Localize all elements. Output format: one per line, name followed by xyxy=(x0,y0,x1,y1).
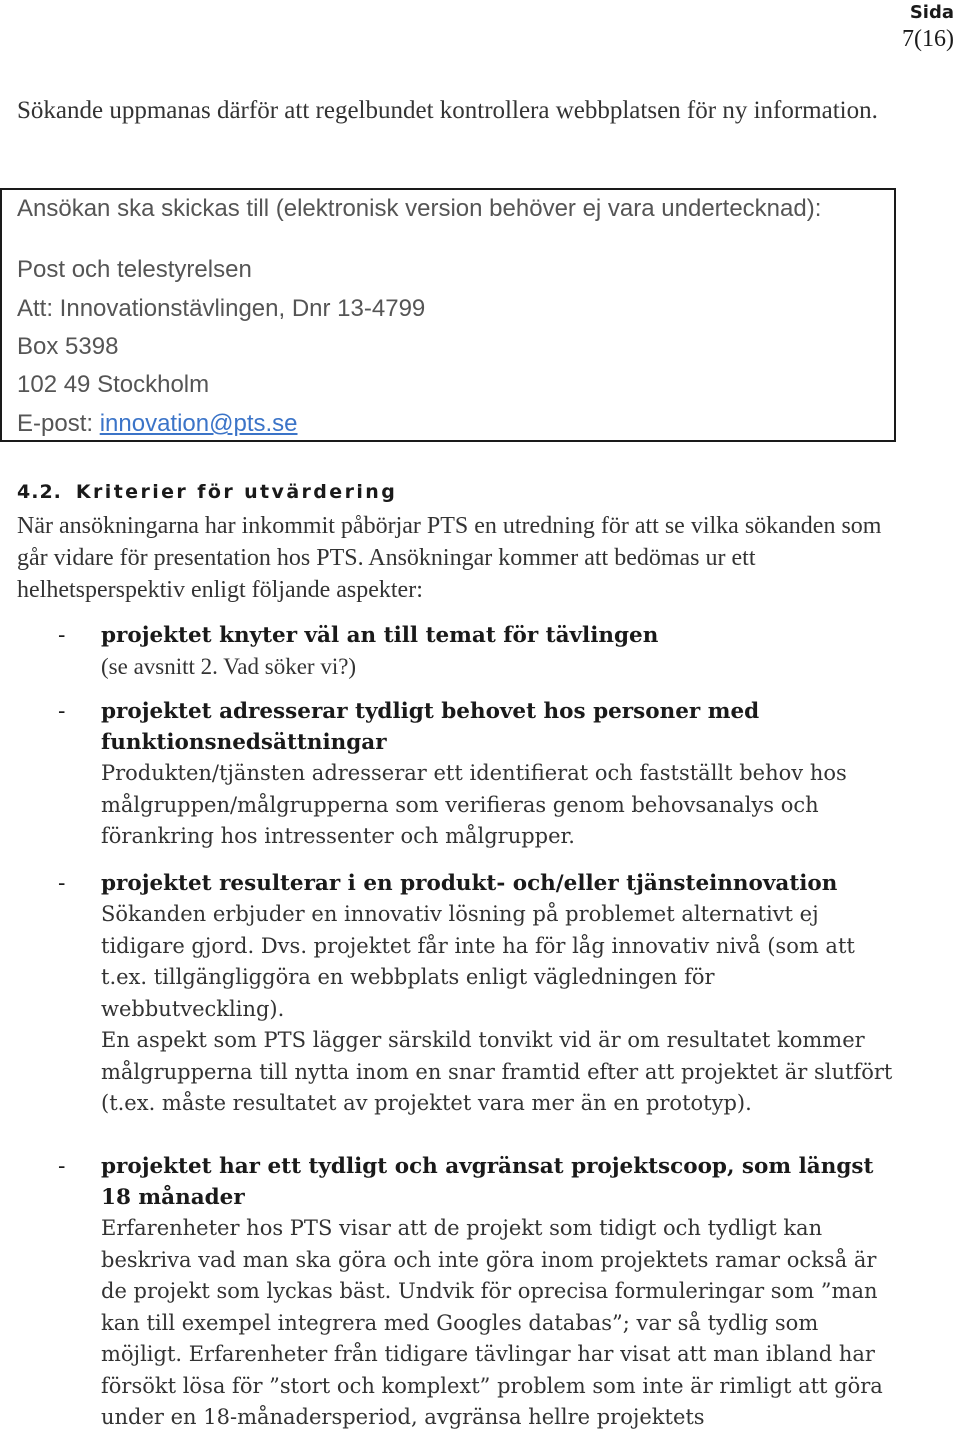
address-line-org: Post och telestyrelsen xyxy=(17,256,252,283)
section-heading xyxy=(17,478,397,506)
criterion-title: projektet knyter väl an till temat för tävlingen xyxy=(101,623,659,648)
criterion-body xyxy=(101,696,901,853)
criterion-body xyxy=(101,1151,901,1434)
criterion-reference: (se avsnitt 2. Vad söker vi?) xyxy=(101,654,357,679)
address-line-box: Box 5398 xyxy=(17,333,119,360)
page-label: Sida xyxy=(909,2,954,23)
criterion-title: projektet adresserar tydligt behovet hos personer med funktionsnedsättningar xyxy=(101,699,760,755)
criterion-description: Produkten/tjänsten adresserar ett identifierat och fastställt behov hos målgruppen/målgrupperna som verifieras genom behovsanalys och förankring hos intressenter och målgrupper. xyxy=(101,761,847,848)
criterion-body xyxy=(101,868,901,1120)
address-intro: Ansökan ska skickas till (elektronisk version behöver ej vara undertecknad): xyxy=(17,195,822,222)
list-dash: - xyxy=(58,699,66,724)
address-email-line xyxy=(17,410,298,438)
intro-paragraph: Sökande uppmanas därför att regelbundet kontrollera webbplatsen för ny information. xyxy=(17,97,878,124)
address-line-att: Att: Innovationstävlingen, Dnr 13-4799 xyxy=(17,295,426,322)
criterion-title: projektet har ett tydligt och avgränsat projektscoop, som längst 18 månader xyxy=(101,1154,874,1210)
list-dash: - xyxy=(58,623,66,648)
page-header xyxy=(902,0,954,52)
section-number: 4.2. xyxy=(17,481,62,503)
criterion-title: projektet resulterar i en produkt- och/eller tjänsteinnovation xyxy=(101,871,838,896)
email-label: E-post: xyxy=(17,410,100,437)
list-dash: - xyxy=(58,1154,66,1179)
list-dash: - xyxy=(58,871,66,896)
section-title: Kriterier för utvärdering xyxy=(75,481,398,503)
criterion-description-emphasis: En aspekt som PTS lägger särskild tonvikt vid är om resultatet kommer målgrupperna till nytta inom en snar framtid efter att projektet är slutfört (t.ex. måste resultatet av projektet vara mer än en prototyp). xyxy=(101,1028,893,1115)
criterion-description: Sökanden erbjuder en innovativ lösning på problemet alternativt ej tidigare gjord. Dvs. projektet får inte ha för låg innovativ nivå (som att t.ex. tillgängliggöra en webbplats enligt vägledningen för webbutveckling). xyxy=(101,902,855,1021)
email-link[interactable]: innovation@pts.se xyxy=(99,410,298,437)
section-intro: När ansökningarna har inkommit påbörjar PTS en utredning för att se vilka sökanden som går vidare för presentation hos PTS. Ansökningar kommer att bedömas ur ett helhetsperspektiv enligt följande aspekter: xyxy=(17,513,882,603)
page-number: 7(16) xyxy=(902,26,954,52)
criterion-description: Erfarenheter hos PTS visar att de projekt som tidigt och tydligt kan beskriva vad man ska göra och inte göra inom projektets ramar också är de projekt som lyckas bäst. Undvik för oprecisa formuleringar som ”man kan till exempel integrera med Googles databas”; var så tydlig som möjligt. Erfarenheter från tidigare tävlingar har visat att man ibland har försökt lösa för ”stort och komplext” problem som inte är rimligt att göra under en 18-månadersperiod, avgränsa hellre projektets xyxy=(101,1216,883,1429)
criterion-body xyxy=(101,620,901,682)
address-line-city: 102 49 Stockholm xyxy=(17,371,210,398)
